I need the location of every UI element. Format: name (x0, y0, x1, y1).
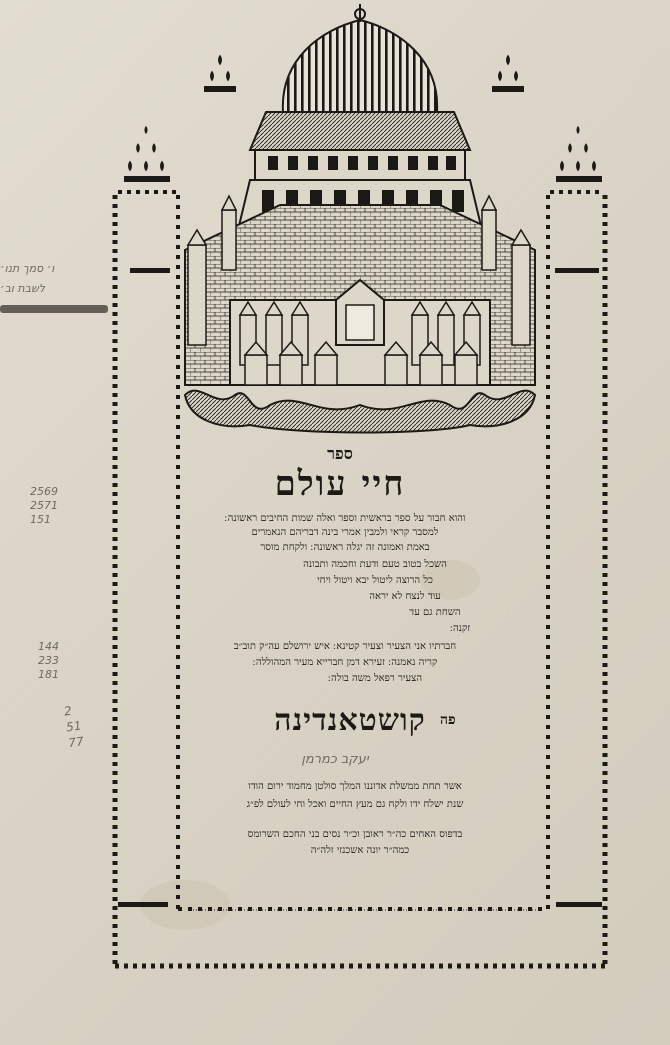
ink-smudge (0, 305, 108, 313)
description-line: זקנה ׃ (449, 623, 471, 634)
description-line: למסבר קראי ולמבין אמרי בינה דבריהם הנאמרים (251, 527, 439, 538)
place-city: קושטאנדינה (274, 703, 426, 738)
book-prefix: ספר (327, 444, 353, 463)
imprint-line: בדפוס האחים כה״ר ראובן וכ״ר נסים בני החכם השרומס (247, 829, 463, 840)
description-line: הצעיר רפאל משה בולה ׃ (327, 673, 423, 684)
description-line: השחת גם עד (409, 607, 461, 618)
handwritten-owner-note: יעקב כמרמן (301, 752, 369, 767)
temple-woodcut-icon (185, 4, 535, 433)
description-line: כל הרוצה ליטול יבא ויטול ויחי (317, 575, 433, 586)
imprint-line: כמה״ר יונה אשכנזי זלה״ה (310, 845, 410, 856)
margin-note: לשבת וב׳ (0, 282, 46, 295)
description-line: והוא חבור על ספר בראשית וספר ואלה שמות החיבים ראשונה ׃ (224, 513, 466, 524)
description-line: חברתיו אני הצעיר וצעיר קטינא ׃ איש ירושלם עה״ק תוב״ב (233, 641, 457, 652)
margin-numbers: 2569 2571 151 (30, 485, 58, 526)
description-line: קריה נאמנה ׃ זעירא דמן חברייא מעיר המהוללה ׃ (252, 657, 438, 668)
description-line: השכל בטוב טעם ודעת וחכמה ותבונה (303, 559, 447, 570)
margin-note: ו׳ סמך תנו׳ (0, 262, 55, 275)
imprint-line: שנת ישלח ידו ולקח גם מעץ החיים ואכל וחי לעולם לפ״ג (246, 799, 464, 810)
margin-numbers: 144 233 181 (38, 640, 59, 681)
book-title: חיי עולם (274, 464, 406, 504)
place-prefix: פה (440, 712, 456, 728)
description-line: באמת ואמונה זה יגלה ראשונה ׃ ולקחת מוסר (260, 542, 430, 553)
margin-numbers: 2 51 77 (63, 703, 85, 751)
imprint-line: אשר תחת ממשלת אדוננו המלך סולטן מחמוד ירום הודו (248, 781, 462, 792)
description-line: עוד לנצח לא יראה (369, 591, 441, 602)
